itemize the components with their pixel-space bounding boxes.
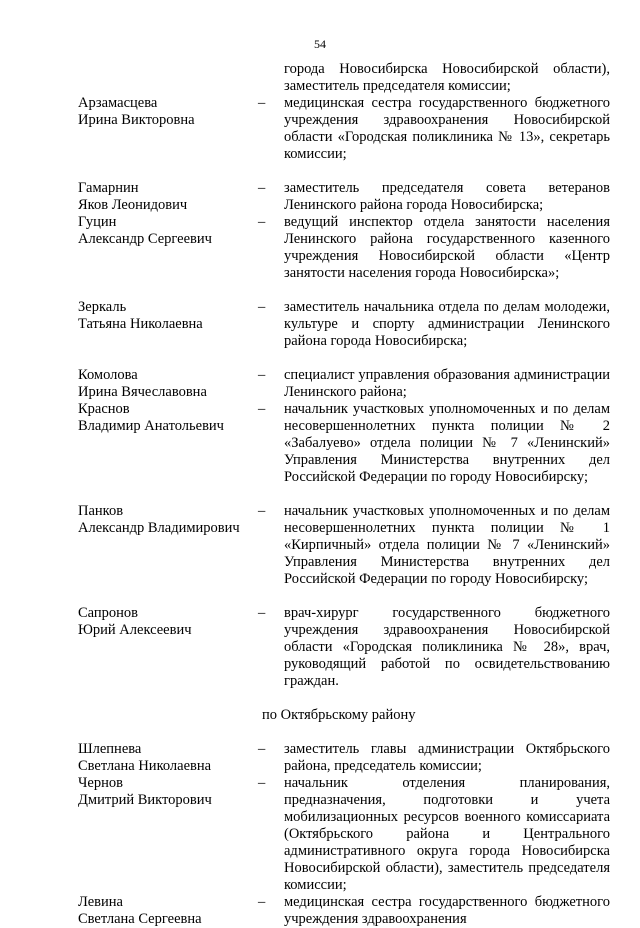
- member-given-name: Юрий Алексеевич: [78, 622, 192, 638]
- member-surname: Шлепнева: [78, 741, 142, 757]
- member-name: [78, 95, 258, 163]
- member-surname: Чернов: [78, 775, 123, 791]
- member-position: ведущий инспектор отдела занятости населения Ленинского района государственного казенного учреждения Новосибирской области «Центр занятости населения города Новосибирска»;: [284, 214, 610, 281]
- member-name: [78, 503, 258, 588]
- dash: –: [258, 775, 266, 791]
- member-surname: Сапронов: [78, 605, 139, 621]
- member-entry: [78, 894, 610, 928]
- member-given-name: Дмитрий Викторович: [78, 792, 212, 808]
- member-entry: [78, 605, 610, 690]
- member-surname: Краснов: [78, 401, 130, 417]
- member-surname: Арзамасцева: [78, 95, 158, 111]
- member-given-name: Светлана Николаевна: [78, 758, 212, 774]
- continuation-text: города Новосибирска Новосибирской области), заместитель председателя комиссии;: [284, 61, 610, 94]
- member-position: начальник отделения планирования, предназначения, подготовки и учета мобилизационных ресурсов военного комиссариата (Октябрьского района и Центрального административного округа города Новосибирска Новосибирской области), заместитель председателя комиссии;: [284, 775, 610, 893]
- dash: –: [258, 741, 266, 757]
- member-position: медицинская сестра государственного бюджетного учреждения здравоохранения Новосибирской области «Городская поликлиника № 13», секретарь комиссии;: [284, 95, 610, 162]
- member-name: [78, 605, 258, 690]
- dash: –: [258, 894, 266, 910]
- dash: –: [258, 214, 266, 230]
- member-surname: Гамарнин: [78, 180, 139, 196]
- dash: –: [258, 180, 266, 196]
- member-surname: Гуцин: [78, 214, 117, 230]
- member-position: заместитель председателя совета ветеранов Ленинского района города Новосибирска;: [284, 180, 610, 213]
- member-entry: [78, 503, 610, 588]
- dash: –: [258, 95, 266, 111]
- member-entry: [78, 741, 610, 775]
- member-given-name: Светлана Сергеевна: [78, 911, 202, 927]
- dash: –: [258, 367, 266, 383]
- member-position: врач-хирург государственного бюджетного учреждения здравоохранения Новосибирской области «Городская поликлиника № 28», врач, руководящий работой по освидетельствованию граждан.: [284, 605, 610, 689]
- dash: –: [258, 503, 266, 519]
- page-number: 54: [314, 37, 326, 51]
- member-name: [78, 775, 258, 894]
- member-surname: Панков: [78, 503, 124, 519]
- member-entry: [78, 367, 610, 401]
- member-given-name: Ирина Вячеславовна: [78, 384, 207, 400]
- dash: –: [258, 299, 266, 315]
- member-given-name: Александр Владимирович: [78, 520, 240, 536]
- member-position: медицинская сестра государственного бюджетного учреждения здравоохранения: [284, 894, 610, 927]
- commission-list: [78, 61, 610, 928]
- member-entry: [78, 180, 610, 214]
- leninsky-members: [78, 95, 610, 690]
- member-surname: Комолова: [78, 367, 138, 383]
- member-surname: Зеркаль: [78, 299, 127, 315]
- dash: –: [258, 605, 266, 621]
- member-entry: [78, 95, 610, 163]
- member-name: [78, 401, 258, 486]
- member-position: начальник участковых уполномоченных и по делам несовершеннолетних пункта полиции № 1 «Кирпичный» отдела полиции № 7 «Ленинский» Управления Министерства внутренних дел Российской Федерации по городу Новосибирску;: [284, 503, 610, 587]
- member-name: [78, 894, 258, 928]
- member-name: [78, 367, 258, 401]
- member-name: [78, 741, 258, 775]
- member-surname: Левина: [78, 894, 123, 910]
- member-entry: [78, 214, 610, 282]
- member-given-name: Александр Сергеевич: [78, 231, 212, 247]
- member-position: начальник участковых уполномоченных и по делам несовершеннолетних пункта полиции № 2 «Забалуево» отдела полиции № 7 «Ленинский» Управления Министерства внутренних дел Российской Федерации по городу Новосибирску;: [284, 401, 610, 485]
- oktyabrsky-members: [78, 741, 610, 928]
- member-given-name: Татьяна Николаевна: [78, 316, 203, 332]
- member-position: специалист управления образования администрации Ленинского района;: [284, 367, 610, 400]
- member-name: [78, 180, 258, 214]
- section-title: по Октябрьскому району: [262, 707, 416, 723]
- member-name: [78, 214, 258, 282]
- member-entry: [78, 401, 610, 486]
- member-position: заместитель начальника отдела по делам молодежи, культуре и спорту администрации Ленинского района города Новосибирска;: [284, 299, 610, 349]
- member-entry: [78, 775, 610, 894]
- dash: –: [258, 401, 266, 417]
- member-given-name: Владимир Анатольевич: [78, 418, 224, 434]
- member-given-name: Ирина Викторовна: [78, 112, 195, 128]
- member-entry: [78, 299, 610, 350]
- member-position: заместитель главы администрации Октябрьского района, председатель комиссии;: [284, 741, 610, 774]
- member-name: [78, 299, 258, 350]
- member-given-name: Яков Леонидович: [78, 197, 188, 213]
